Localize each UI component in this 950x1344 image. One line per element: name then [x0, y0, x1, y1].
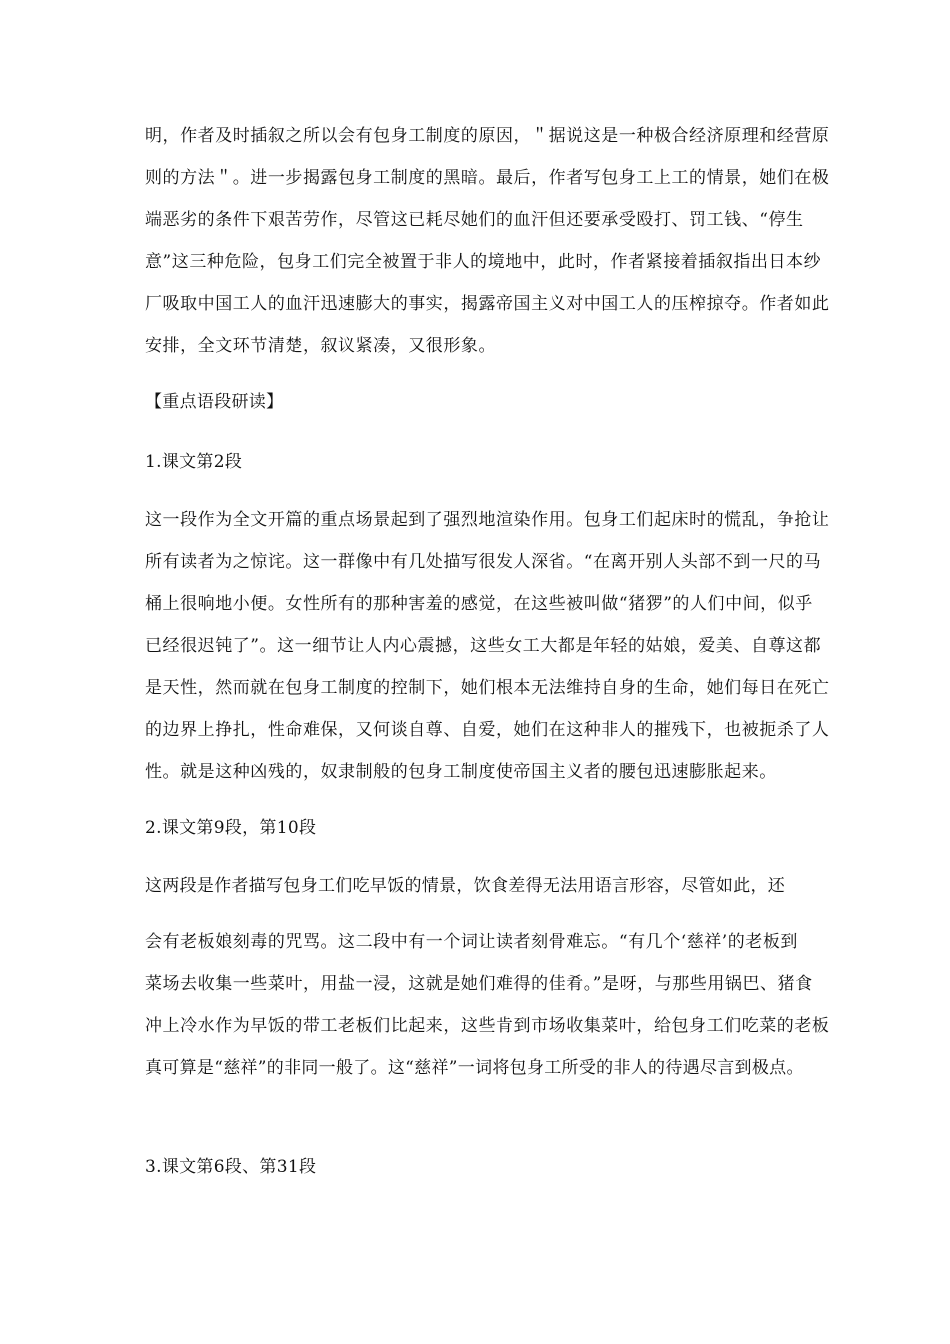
item-heading: 1.课文第2段 — [145, 452, 243, 472]
text-line: 端恶劣的条件下艰苦劳作，尽管这已耗尽她们的血汗但还要承受殴打、罚工钱、“停生 — [145, 210, 804, 230]
text-line: 这一段作为全文开篇的重点场景起到了强烈地渲染作用。包身工们起床时的慌乱，争抢让 — [145, 510, 830, 530]
section-heading: 【重点语段研读】 — [145, 392, 284, 412]
text-line: 厂吸取中国工人的血汗迅速膨大的事实，揭露帝国主义对中国工人的压榨掠夺。作者如此 — [145, 294, 830, 314]
text-line: 意”这三种危险，包身工们完全被置于非人的境地中，此时，作者紧接着插叙指出日本纱 — [145, 252, 822, 272]
text-line: 桶上很响地小便。女性所有的那种害羞的感觉，在这些被叫做“猪猡”的人们中间，似乎 — [145, 594, 813, 614]
text-line: 明，作者及时插叙之所以会有包身工制度的原因，＂据说这是一种极合经济原理和经营原 — [145, 126, 830, 146]
text-line: 的边界上挣扎，性命难保，又何谈自尊、自爱，她们在这种非人的摧残下，也被扼杀了人 — [145, 720, 830, 740]
text-line: 冲上冷水作为早饭的带工老板们比起来，这些肯到市场收集菜叶，给包身工们吃菜的老板 — [145, 1016, 830, 1036]
text-line: 所有读者为之惊诧。这一群像中有几处描写很发人深省。“在离开别人头部不到一尺的马 — [145, 552, 822, 572]
text-line: 则的方法＂。进一步揭露包身工制度的黑暗。最后，作者写包身工上工的情景，她们在极 — [145, 168, 830, 188]
item-heading: 2.课文第9段，第10段 — [145, 818, 317, 838]
text-line: 性。就是这种凶残的，奴隶制般的包身工制度使帝国主义者的腰包迅速膨胀起来。 — [145, 762, 777, 782]
text-line: 安排，全文环节清楚，叙议紧凑，又很形象。 — [145, 336, 496, 356]
item-heading: 3.课文第6段、第31段 — [145, 1157, 317, 1177]
text-line: 会有老板娘刻毒的咒骂。这二段中有一个词让读者刻骨难忘。“有几个‘慈祥’的老板到 — [145, 932, 798, 952]
text-line: 菜场去收集一些菜叶，用盐一浸，这就是她们难得的佳肴。”是呀，与那些用锅巴、猪食 — [145, 974, 813, 994]
text-line: 这两段是作者描写包身工们吃早饭的情景，饮食差得无法用语言形容，尽管如此，还 — [145, 876, 786, 896]
text-line: 真可算是“慈祥”的非同一般了。这“慈祥”一词将包身工所受的非人的待遇尽言到极点。 — [145, 1058, 804, 1078]
text-line: 是天性，然而就在包身工制度的控制下，她们根本无法维持自身的生命，她们每日在死亡 — [145, 678, 830, 698]
text-line: 已经很迟钝了”。这一细节让人内心震撼，这些女工大都是年轻的姑娘，爱美、自尊这都 — [145, 636, 822, 656]
